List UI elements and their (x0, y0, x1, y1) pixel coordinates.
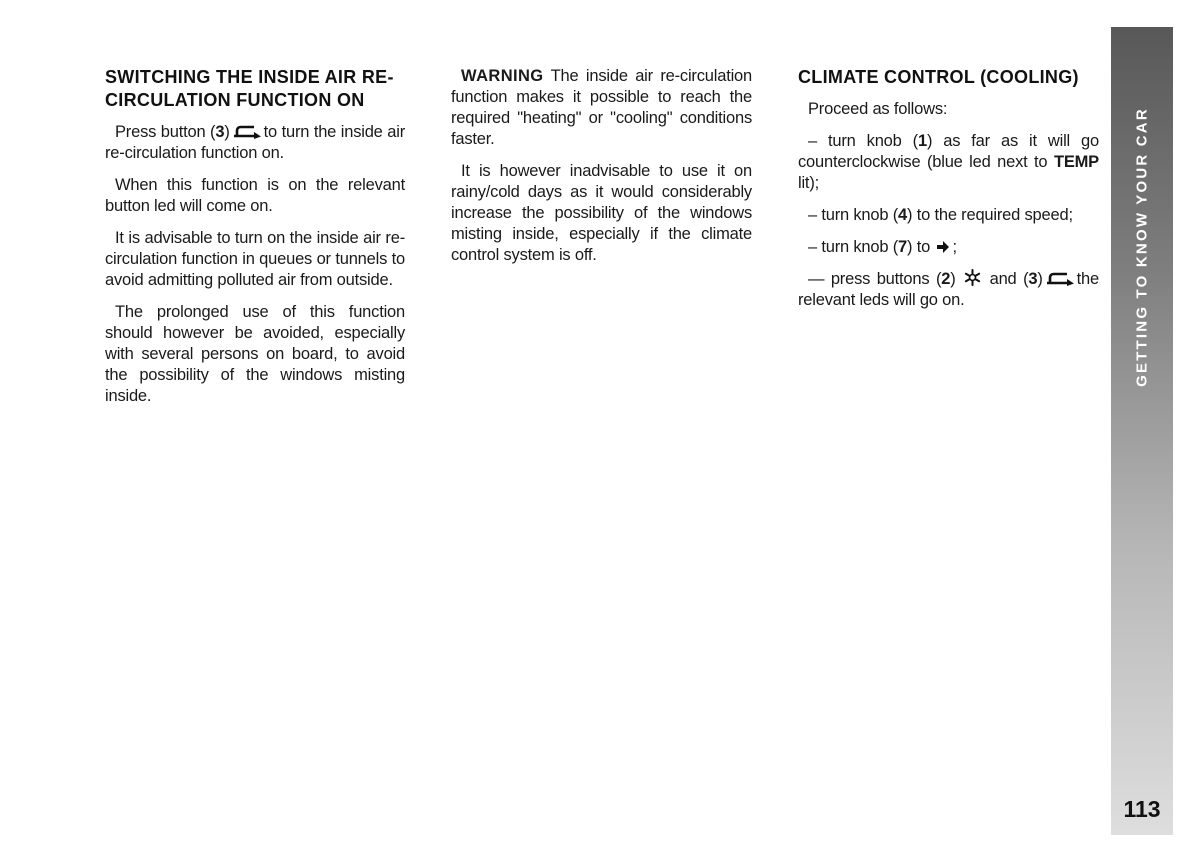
column-right (798, 66, 1099, 322)
recirculation-icon (1045, 272, 1075, 286)
heading-recirculation: SWITCHING THE INSIDE AIR RE-CIRCULATION FUNCTION ON (105, 67, 394, 110)
heading-climate-control: CLIMATE CONTROL (COOLING) (798, 67, 1079, 87)
paragraph-advisable: It is advisable to turn on the inside air re-circulation function in queues or tunnels to avoid admitting polluted air from outside. (105, 229, 405, 289)
step-knob-7: – turn knob (7) to ; (808, 238, 957, 256)
step-knob-4: – turn knob (4) to the required speed; (808, 206, 1073, 224)
section-sidebar (1111, 27, 1173, 835)
section-title: GETTING TO KNOW YOUR CAR (1133, 107, 1151, 387)
paragraph-intro: Proceed as follows: (808, 100, 948, 118)
paragraph-press-button: Press button (3) to turn the inside air re-circulation function on. (105, 123, 405, 162)
arrow-right-icon (936, 240, 950, 254)
temp-label: TEMP (1053, 153, 1099, 171)
step-knob-1: – turn knob (1) as far as it will go counterclockwise (blue led next to TEMP lit); (798, 132, 1099, 192)
paragraph-inadvisable: It is however inadvisable to use it on rainy/cold days as it would considerably increase the possibility of the windows misting inside, especially if the climate control system is off. (451, 162, 752, 264)
paragraph-warning: WARNING The inside air re-circulation function makes it possible to reach the required "heating" or "cooling" conditions faster. (451, 67, 752, 148)
step-press-buttons: — press buttons (2) and (3) the relevant leds will go on. (798, 270, 1099, 309)
column-left (105, 66, 405, 418)
paragraph-prolonged-use: The prolonged use of this function should however be avoided, especially with several persons on board, to avoid the possibility of the windows misting inside. (105, 303, 405, 405)
column-middle (451, 66, 752, 277)
snowflake-icon (964, 269, 981, 286)
recirculation-icon (232, 125, 262, 139)
warning-label: WARNING (461, 67, 544, 85)
paragraph-led-on: When this function is on the relevant button led will come on. (105, 176, 405, 215)
page-number: 113 (1123, 796, 1161, 822)
